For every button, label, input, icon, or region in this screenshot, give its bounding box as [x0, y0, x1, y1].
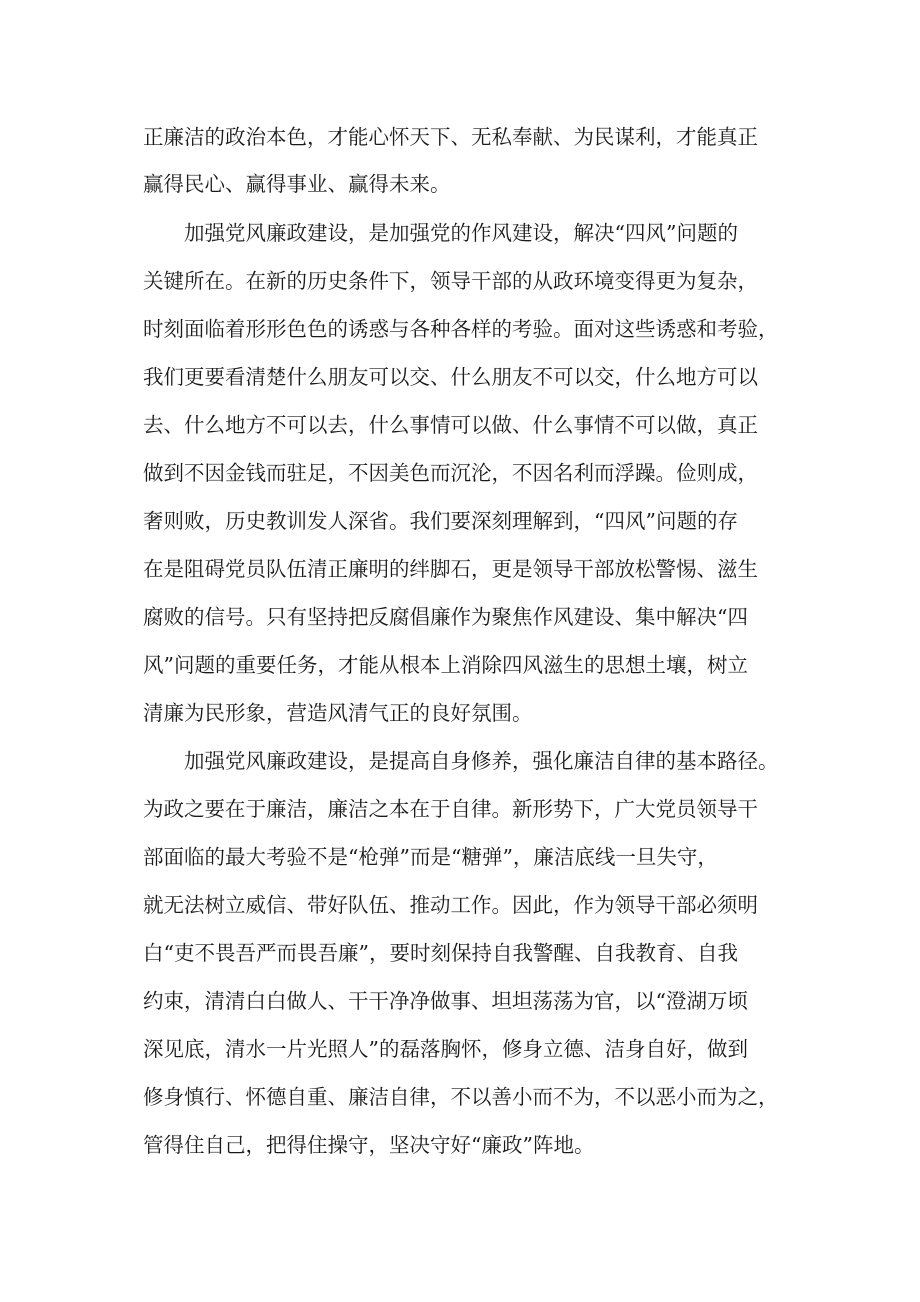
- text-line: 清廉为民形象，营造风清气正的良好氛围。: [143, 701, 533, 725]
- text-line: 时刻面临着形形色色的诱惑与各种各样的考验。面对这些诱惑和考验，: [143, 317, 779, 341]
- text-line: 我们更要看清楚什么朋友可以交、什么朋友不可以交，什么地方可以: [143, 365, 758, 389]
- text-line: 部面临的最大考验不是“枪弹”而是“糖弹”，廉洁底线一旦失守，: [143, 845, 718, 869]
- text-line: 管得住自己，把得住操守，坚决守好“廉政”阵地。: [143, 1133, 595, 1157]
- paragraph-first-line: 加强党风廉政建设，是加强党的作风建设，解决“四风”问题的: [184, 221, 738, 245]
- text-line: 腐败的信号。只有坚持把反腐倡廉作为聚焦作风建设、集中解决“四: [143, 605, 748, 629]
- text-line: 深见底，清水一片光照人”的磊落胸怀，修身立德、洁身自好，做到: [143, 1037, 748, 1061]
- paragraph-first-line: 加强党风廉政建设，是提高自身修养，强化廉洁自律的基本路径。: [184, 749, 779, 773]
- text-line: 去、什么地方不可以去，什么事情可以做、什么事情不可以做，真正: [143, 413, 758, 437]
- text-line: 正廉洁的政治本色，才能心怀天下、无私奉献、为民谋利，才能真正: [143, 125, 758, 149]
- text-line: 就无法树立威信、带好队伍、推动工作。因此，作为领导干部必须明: [143, 893, 758, 917]
- text-line: 关键所在。在新的历史条件下，领导干部的从政环境变得更为复杂，: [143, 269, 758, 293]
- text-line: 为政之要在于廉洁，廉洁之本在于自律。新形势下，广大党员领导干: [143, 797, 758, 821]
- text-line: 约束，清清白白做人、干干净净做事、坦坦荡荡为官，以“澄湖万顷: [143, 989, 748, 1013]
- text-line: 白“吏不畏吾严而畏吾廉”，要时刻保持自我警醒、自我教育、自我: [143, 941, 738, 965]
- text-line: 风”问题的重要任务，才能从根本上消除四风滋生的思想土壤，树立: [143, 653, 748, 677]
- text-line: 修身慎行、怀德自重、廉洁自律，不以善小而不为，不以恶小而为之，: [143, 1085, 779, 1109]
- text-line: 赢得民心、赢得事业、赢得未来。: [143, 172, 451, 196]
- text-line: 奢则败，历史教训发人深省。我们要深刻理解到，“四风”问题的存: [143, 509, 738, 533]
- text-line: 做到不因金钱而驻足，不因美色而沉沦，不因名利而浮躁。俭则成，: [143, 461, 758, 485]
- text-line: 在是阻碍党员队伍清正廉明的绊脚石，更是领导干部放松警惕、滋生: [143, 557, 758, 581]
